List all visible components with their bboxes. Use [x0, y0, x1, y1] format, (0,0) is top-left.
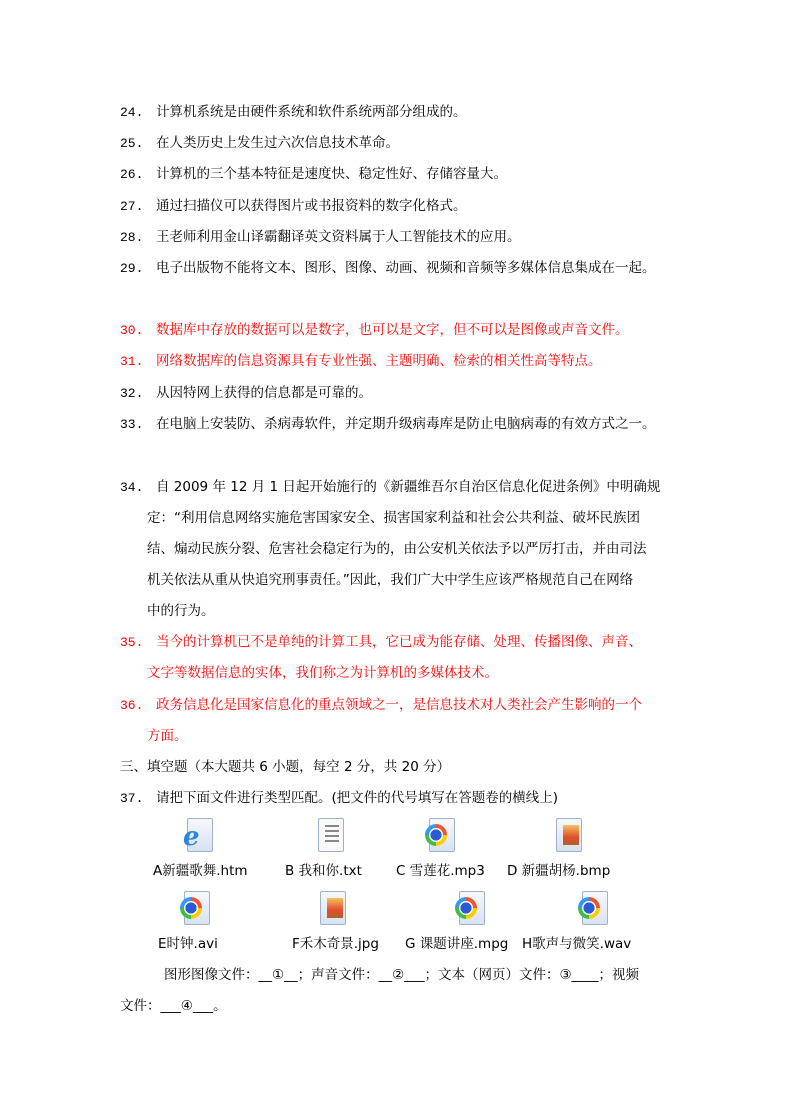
item-number: 29.: [120, 261, 144, 276]
statement-29: [120, 258, 656, 279]
item-text: 计算机的三个基本特征是速度快、稳定性好、存储容量大。: [156, 166, 507, 182]
item-number: 31.: [120, 354, 144, 369]
statement-34-line: 定：“利用信息网络实施危害国家安全、损害国家利益和社会公共利益、破坏民族团: [147, 510, 640, 526]
statement-36-line: 方面。: [147, 728, 188, 744]
statement-31: [120, 351, 602, 372]
item-number: 28.: [120, 230, 144, 245]
item-text: 从因特网上获得的信息都是可靠的。: [156, 385, 372, 401]
item-number: 32.: [120, 386, 144, 401]
statement-34-line: 中的行为。: [147, 603, 215, 619]
section-heading: 三、填空题（本大题共 6 小题，每空 2 分，共 20 分）: [120, 759, 451, 775]
item-number: 26.: [120, 167, 144, 182]
file-label: F禾木奇景.jpg: [292, 936, 379, 952]
item-text: 当今的计算机已不是单纯的计算工具，它已成为能存储、处理、传播图像、声音、: [156, 634, 642, 650]
item-number: 30.: [120, 323, 144, 338]
statement-26: [120, 164, 507, 185]
item-text: 请把下面文件进行类型匹配。(把文件的代号填写在答题卷的横线上): [156, 790, 559, 806]
statement-33: [120, 414, 656, 435]
file-label: G 课题讲座.mpg: [405, 936, 509, 952]
item-number: 35.: [120, 635, 144, 650]
file-label: A新疆歌舞.htm: [153, 863, 248, 879]
item-text: 自 2009 年 12 月 1 日起开始施行的《新疆维吾尔自治区信息化促进条例》中明确规: [156, 479, 661, 495]
fill-in-blank-line: 文件：___④___。: [120, 998, 227, 1014]
item-number: 27.: [120, 199, 144, 214]
statement-34-line: 结、煽动民族分裂、危害社会稳定行为的，由公安机关依法予以严厉打击，并由司法: [147, 541, 647, 557]
statement-28: [120, 227, 521, 248]
item-number: 24.: [120, 105, 144, 120]
image-file-icon: [316, 891, 346, 925]
statement-36: [120, 695, 642, 716]
media-player-icon: [425, 818, 455, 852]
media-player-icon: [180, 891, 210, 925]
statement-25: [120, 133, 399, 154]
media-player-icon: [578, 891, 608, 925]
statement-24: [120, 102, 467, 123]
ie-html-icon: e: [183, 818, 213, 852]
file-label: D 新疆胡杨.bmp: [507, 863, 611, 879]
item-text: 网络数据库的信息资源具有专业性强、主题明确、检索的相关性高等特点。: [156, 353, 602, 369]
item-text: 王老师利用金山译霸翻译英文资料属于人工智能技术的应用。: [156, 229, 521, 245]
item-number: 34.: [120, 480, 144, 495]
item-text: 政务信息化是国家信息化的重点领域之一，是信息技术对人类社会产生影响的一个: [156, 697, 642, 713]
item-text: 在人类历史上发生过六次信息技术革命。: [156, 135, 399, 151]
item-number: 33.: [120, 417, 144, 432]
question-37: [120, 788, 558, 809]
item-text: 电子出版物不能将文本、图形、图像、动画、视频和音频等多媒体信息集成在一起。: [156, 260, 656, 276]
media-player-icon: [455, 891, 485, 925]
item-text: 数据库中存放的数据可以是数字，也可以是文字，但不可以是图像或声音文件。: [156, 322, 629, 338]
statement-35-line: 文字等数据信息的实体，我们称之为计算机的多媒体技术。: [147, 665, 498, 681]
file-label: C 雪莲花.mp3: [396, 863, 485, 879]
item-text: 通过扫描仪可以获得图片或书报资料的数字化格式。: [156, 198, 467, 214]
statement-35: [120, 632, 642, 653]
statement-27: [120, 196, 467, 217]
item-number: 25.: [120, 136, 144, 151]
item-number: 37.: [120, 791, 144, 806]
item-text: 在电脑上安装防、杀病毒软件，并定期升级病毒库是防止电脑病毒的有效方式之一。: [156, 416, 656, 432]
image-file-icon: [552, 818, 582, 852]
item-text: 计算机系统是由硬件系统和软件系统两部分组成的。: [156, 104, 467, 120]
fill-in-blank-line: 图形图像文件：__①__；声音文件：__②___；文本（网页）文件：③____；视频: [164, 967, 640, 983]
notepad-text-icon: [314, 818, 344, 852]
statement-32: [120, 383, 372, 404]
file-label: H歌声与微笑.wav: [522, 936, 632, 952]
file-label: B 我和你.txt: [285, 863, 362, 879]
item-number: 36.: [120, 698, 144, 713]
statement-30: [120, 320, 629, 341]
statement-34-line: 机关依法从重从快追究刑事责任。”因此，我们广大中学生应该严格规范自己在网络: [147, 572, 634, 588]
file-label: E时钟.avi: [158, 936, 218, 952]
statement-34: [120, 477, 660, 498]
